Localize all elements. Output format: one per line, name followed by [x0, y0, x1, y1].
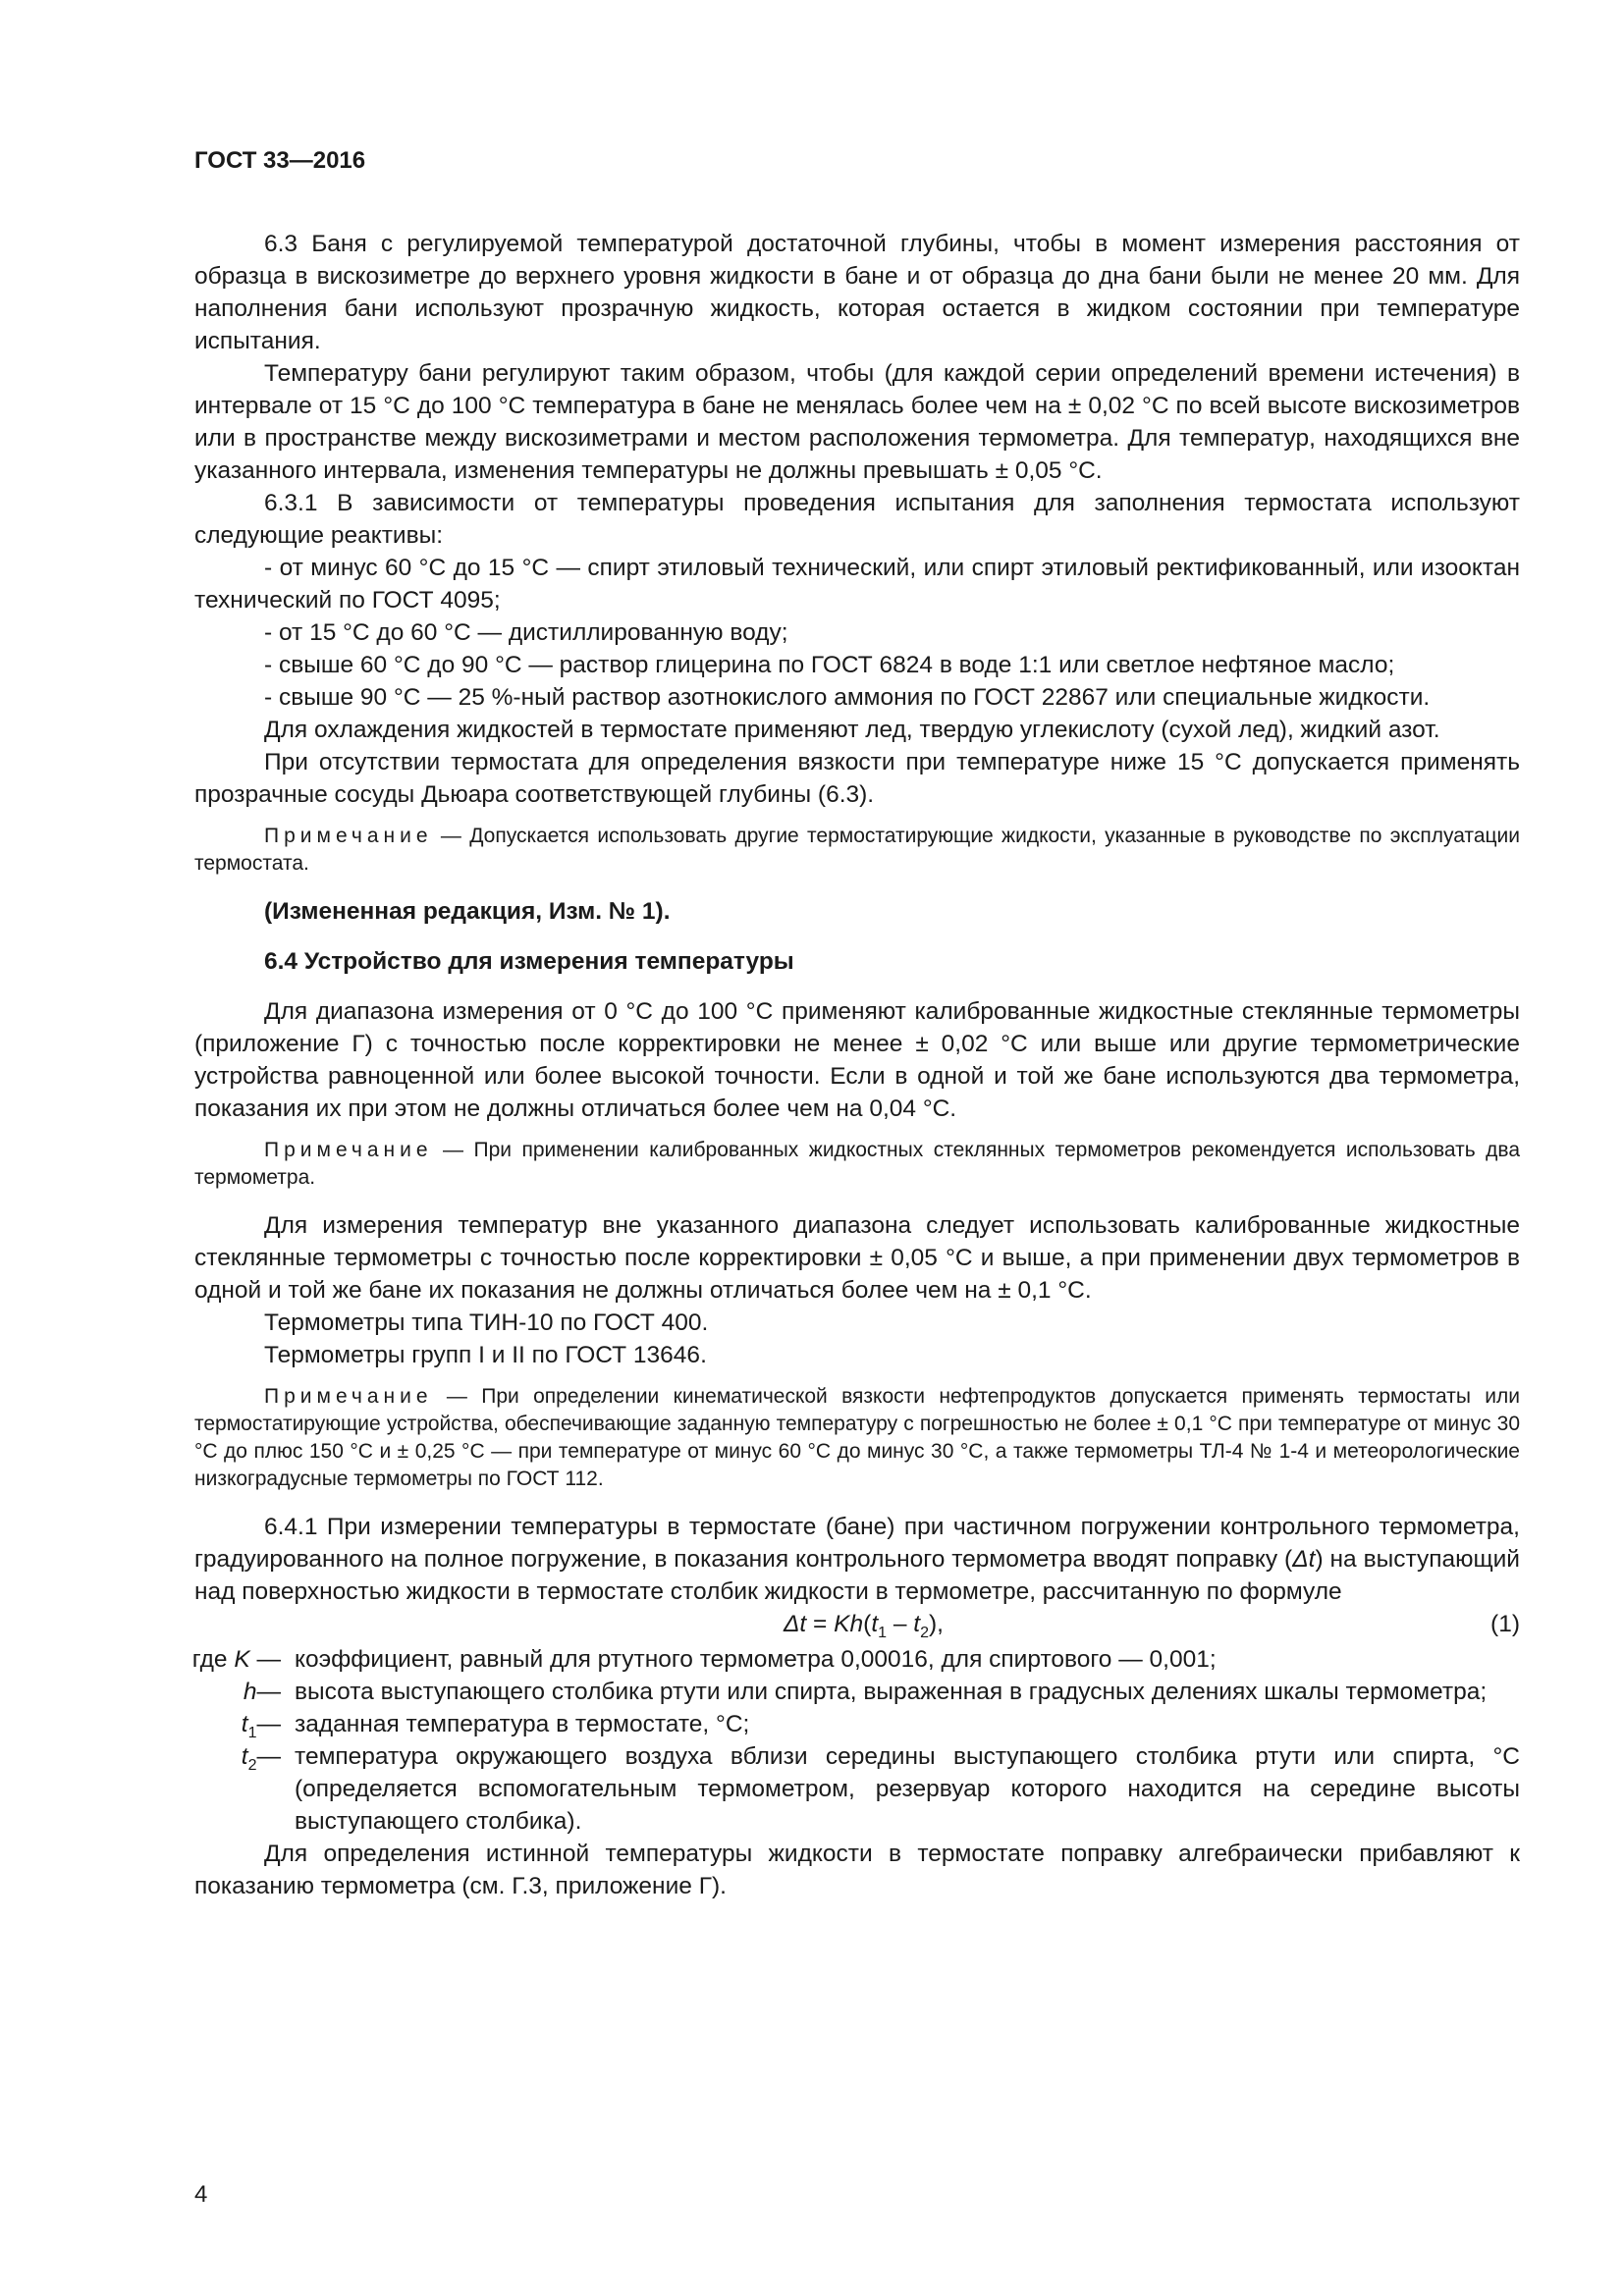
list-item: - от 15 °С до 60 °С — дистиллированную воду; — [264, 619, 788, 646]
document-header: ГОСТ 33—2016 — [194, 147, 366, 174]
note-label: Примечание — [264, 1385, 433, 1408]
where-symbol: $t_2—$ — [241, 1743, 281, 1774]
where-item — [189, 1708, 1520, 1740]
formula-expression: $\Delta t = Kh(t_1 - t_2)$, — [784, 1611, 944, 1641]
note-text: — Допускается использовать другие термостатирующие жидкости, указанные в руководстве по эксплуатации термостата. — [194, 825, 1520, 875]
where-description: высота выступающего столбика ртути или спирта, выраженная в градусных делениях шкалы термометра; — [295, 1679, 1488, 1705]
note-3 — [194, 1383, 1520, 1493]
paragraph-final: Для определения истинной температуры жидкости в термостате поправку алгебраически прибавляют к показанию термометра (см. Г.3, приложение Г). — [194, 1841, 1520, 1899]
section-heading-6-4: 6.4 Устройство для измерения температуры — [264, 948, 794, 975]
formula-number: (1) — [1490, 1611, 1520, 1637]
note-label: Примечание — [264, 1139, 433, 1161]
list-item: - свыше 60 °С до 90 °С — раствор глицерина по ГОСТ 6824 в воде 1:1 или светлое нефтяное масло; — [264, 652, 1395, 678]
paragraph-6-4-range: Для диапазона измерения от 0 °С до 100 °С применяют калиброванные жидкостные стеклянные термометры (приложение Г) с точностью после корректировки не менее ± 0,02 °С или выше или другие термометрические устройства равноценной или более высокой точности. Если в одной и той же бане используются два термометра, показания их при этом не должны отличаться более чем на 0,04 °С. — [194, 998, 1520, 1122]
list-item: - свыше 90 °С — 25 %-ный раствор азотнокислого аммония по ГОСТ 22867 или специальные жидкости. — [264, 684, 1431, 711]
where-item — [189, 1676, 1520, 1708]
where-item — [189, 1643, 1520, 1676]
delta-t-symbol: Δt — [1292, 1546, 1316, 1573]
paragraph-groups: Термометры групп I и II по ГОСТ 13646. — [264, 1342, 707, 1368]
amendment-note: (Измененная редакция, Изм. № 1). — [264, 898, 671, 925]
list-item: - от минус 60 °С до 15 °С — спирт этиловый технический, или спирт этиловый ректификованный, или изооктан технический по ГОСТ 4095; — [194, 555, 1520, 614]
note-2 — [194, 1137, 1520, 1192]
where-description: заданная температура в термостате, °С; — [295, 1711, 750, 1737]
where-description: температура окружающего воздуха вблизи середины выступающего столбика ртути или спирта, °С (определяется вспомогательным термометром, резервуар которого находится на середине высоты выступающего столбика). — [295, 1743, 1520, 1835]
note-1 — [194, 823, 1520, 878]
note-text: — При определении кинематической вязкости нефтепродуктов допускается применять термостаты или термостатирующие устройства, обеспечивающие заданную температуру с погрешностью не более ± 0,1 °С при температуре от минус 30 °С до плюс 150 °С и ± 0,25 °С — при температуре от минус 60 °С до минус 30 °С, а также термометры ТЛ-4 № 1-4 и метеорологические низкоградусные термометры по ГОСТ 112. — [194, 1385, 1520, 1490]
paragraph-6-3-1: 6.3.1 В зависимости от температуры проведения испытания для заполнения термостата используют следующие реактивы: — [194, 490, 1520, 549]
where-item — [189, 1740, 1520, 1838]
paragraph-bath-regulation: Температуру бани регулируют таким образом, чтобы (для каждой серии определений времени истечения) в интервале от 15 °С до 100 °С температура в бане не менялась более чем на ± 0,02 °С по всей высоте вискозиметров или в пространстве между вискозиметрами и местом расположения термометра. Для температур, находящихся вне указанного интервала, изменения температуры не должны превышать ± 0,05 °С. — [194, 360, 1520, 484]
where-symbol: h— — [243, 1679, 281, 1705]
formula-1 — [194, 1608, 1520, 1643]
paragraph-outside-range: Для измерения температур вне указанного диапазона следует использовать калиброванные жидкостные стеклянные термометры с точностью после корректировки ± 0,05 °С и выше, а при применении двух термометров в одной и той же бане их показания не должны отличаться более чем на ± 0,1 °С. — [194, 1212, 1520, 1304]
where-symbol: где K — — [191, 1646, 281, 1673]
note-text: — При применении калиброванных жидкостных стеклянных термометров рекомендуется использовать два термометра. — [194, 1139, 1520, 1189]
paragraph-tin: Термометры типа ТИН-10 по ГОСТ 400. — [264, 1309, 709, 1336]
paragraph-6-4-1: 6.4.1 При измерении температуры в термостате (бане) при частичном погружении контрольного термометра, градуированного на полное погружение, в показания контрольного термометра вводят поправку (Δt) на выступающий над поверхностью жидкости в термостате столбик жидкости в термометре, рассчитанную по формуле — [194, 1514, 1520, 1605]
where-description: коэффициент, равный для ртутного термометра 0,00016, для спиртового — 0,001; — [295, 1646, 1217, 1673]
where-symbol: $t_1—$ — [241, 1711, 281, 1741]
note-label: Примечание — [264, 825, 433, 847]
paragraph-dewar: При отсутствии термостата для определения вязкости при температуре ниже 15 °С допускается применять прозрачные сосуды Дьюара соответствующей глубины (6.3). — [194, 749, 1520, 808]
document-body — [191, 228, 1520, 1902]
paragraph-6-3: 6.3 Баня с регулируемой температурой достаточной глубины, чтобы в момент измерения расстояния от образца в вискозиметре до верхнего уровня жидкости в бане и от образца до дна бани были не менее 20 мм. Для наполнения бани используют прозрачную жидкость, которая остается в жидком состоянии при температуре испытания. — [194, 231, 1520, 354]
page-number: 4 — [194, 2181, 208, 2208]
paragraph-cooling: Для охлаждения жидкостей в термостате применяют лед, твердую углекислоту (сухой лед), жидкий азот. — [264, 717, 1440, 743]
where-list — [189, 1643, 1520, 1838]
